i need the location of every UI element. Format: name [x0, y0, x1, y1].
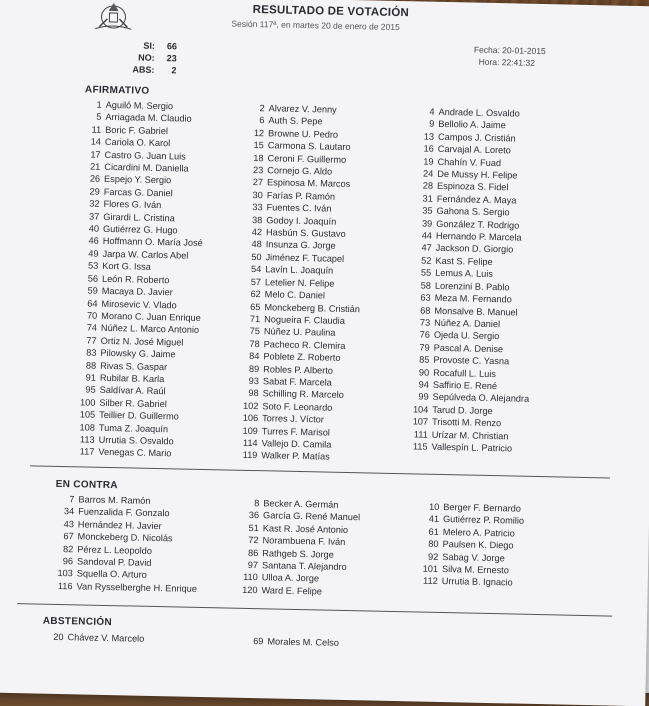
voter-name: Jiménez F. Tucapel — [265, 252, 345, 264]
voter-name: Gutiérrez G. Hugo — [102, 223, 178, 236]
voter-number: 29 — [89, 186, 100, 197]
voter-number: 1 — [96, 99, 102, 110]
voter-name: Vallespín L. Patricio — [431, 441, 513, 454]
voter-number: 54 — [250, 264, 262, 275]
voter-name: Espejo Y. Sergio — [104, 174, 172, 186]
voter-name: Urrutia B. Ignacio — [441, 576, 513, 588]
voter-name: Turres F. Marisol — [261, 425, 331, 438]
voter-name: Auth S. Pepe — [268, 115, 323, 127]
voter-name: Cornejo G. Aldo — [267, 165, 333, 177]
voter-name: Jackson D. Giorgio — [435, 243, 514, 255]
voter-number: 119 — [242, 450, 258, 461]
voter-number: 51 — [248, 522, 259, 533]
voter-name: Jarpa W. Carlos Abel — [102, 248, 189, 261]
voter-number: 62 — [250, 289, 261, 300]
voter-name: Urrutia S. Osvaldo — [98, 434, 174, 447]
voter-name: Walker P. Matías — [261, 450, 330, 463]
voter-name: Rocafull L. Luis — [433, 367, 497, 379]
voter-number: 110 — [243, 572, 258, 583]
voter-number: 47 — [421, 242, 432, 254]
voter-number: 46 — [88, 236, 99, 247]
voter-name: Melo C. Daniel — [264, 289, 326, 301]
voter-name: Soto F. Leonardo — [262, 400, 333, 413]
voter-name: Trisotti M. Renzo — [431, 416, 502, 429]
voter-number: 77 — [86, 335, 97, 346]
voter-entry — [241, 635, 339, 649]
voter-number: 114 — [242, 437, 258, 449]
chamber-crest-icon — [91, 0, 136, 31]
voter-number: 113 — [79, 434, 95, 445]
voter-name: Silva M. Ernesto — [441, 564, 509, 576]
voter-number: 20 — [53, 631, 64, 643]
voter-name: Monsalve B. Manuel — [434, 305, 518, 318]
voter-number: 91 — [85, 372, 97, 383]
voter-number: 73 — [419, 317, 431, 328]
tally-abs — [128, 64, 176, 75]
voter-name: Van Rysselberghe H. Enrique — [76, 581, 198, 594]
session-subtitle: Sesión 117ª, en martes 20 de enero de 2015 — [231, 18, 400, 33]
section-heading-afirmativo: AFIRMATIVO — [84, 84, 150, 97]
voter-number: 43 — [63, 518, 74, 530]
voter-name: Ojeda U. Sergio — [433, 330, 500, 342]
voter-name: Norambuena F. Iván — [262, 535, 346, 548]
voter-name: Provoste C. Yasna — [433, 354, 510, 367]
voter-name: Espinoza S. Fidel — [436, 181, 509, 193]
voter-number: 18 — [253, 152, 264, 163]
voter-number: 37 — [88, 211, 100, 222]
afirmativo-column-2 — [235, 102, 364, 464]
voter-name: Urízar M. Christian — [431, 429, 509, 441]
voter-number: 2 — [259, 103, 265, 114]
voter-number: 31 — [422, 193, 433, 204]
voter-number: 75 — [249, 326, 261, 337]
voter-name: Berger F. Bernardo — [443, 502, 522, 514]
voter-name: Núñez L. Marco Antonio — [100, 323, 200, 336]
section-divider — [17, 603, 612, 616]
voter-name: Godoy I. Joaquín — [266, 214, 337, 227]
voter-name: Nogueira F. Claudia — [264, 314, 346, 326]
voter-number: 71 — [249, 313, 261, 325]
voter-number: 61 — [428, 526, 439, 537]
voter-number: 52 — [421, 255, 432, 266]
voter-number: 36 — [248, 510, 260, 521]
voter-number: 79 — [419, 342, 430, 353]
voter-name: Fuenzalida F. Gonzalo — [78, 506, 170, 519]
voter-number: 90 — [418, 367, 430, 378]
section-heading-en-contra: EN CONTRA — [55, 478, 118, 492]
en-contra-column-2 — [235, 497, 360, 599]
voter-name: Saffirio E. René — [432, 379, 498, 392]
abstencion-column-1 — [41, 631, 144, 646]
voter-name: Robles P. Alberto — [263, 363, 334, 376]
voter-name: Rubilar B. Karla — [99, 372, 165, 385]
tally-si-label: SI: — [143, 40, 156, 51]
voter-number: 100 — [79, 397, 96, 408]
voter-name: Teillier D. Guillermo — [99, 409, 179, 422]
voter-number: 68 — [420, 304, 431, 316]
vote-date: Fecha: 20-01-2015 — [473, 44, 546, 57]
voter-entry — [405, 440, 528, 455]
voter-name: Torres J. Víctor — [262, 413, 325, 425]
voter-number: 105 — [79, 409, 96, 420]
abstencion-column-2 — [241, 635, 339, 649]
voter-name: Pascal A. Denise — [433, 342, 504, 354]
voter-entry — [235, 584, 358, 599]
voter-number: 12 — [253, 127, 265, 139]
voter-number: 9 — [429, 119, 435, 130]
voter-number: 27 — [252, 177, 264, 188]
voter-number: 5 — [96, 112, 102, 123]
voter-name: Rivas S. Gaspar — [100, 360, 168, 372]
voter-number: 101 — [422, 563, 439, 574]
voter-number: 41 — [428, 514, 440, 525]
voter-name: Ward E. Felipe — [261, 585, 323, 597]
voter-name: Macaya D. Javier — [101, 285, 173, 298]
voter-name: Cicardini M. Daniella — [104, 161, 189, 174]
en-contra-column-1 — [50, 493, 198, 595]
voter-number: 8 — [254, 498, 260, 509]
voter-name: Silber R. Gabriel — [99, 397, 167, 409]
tally-si — [129, 40, 177, 51]
voter-name: Boric F. Gabriel — [105, 124, 169, 136]
voter-number: 7 — [69, 494, 75, 505]
voter-number: 42 — [251, 227, 263, 238]
voter-name: Squella O. Arturo — [76, 568, 147, 581]
voter-number: 99 — [418, 391, 429, 403]
voter-name: Chávez V. Marcelo — [67, 632, 145, 644]
voter-name: Fernández A. Maya — [436, 193, 517, 206]
voter-name: Aguiló M. Sergio — [105, 99, 174, 112]
voter-number: 80 — [428, 538, 439, 550]
voter-name: García G. René Manuel — [262, 510, 361, 523]
voter-name: Espinosa M. Marcos — [266, 177, 351, 190]
voter-number: 76 — [419, 329, 431, 341]
voter-name: Schilling R. Marcelo — [262, 388, 344, 401]
voter-number: 108 — [79, 421, 96, 433]
voter-name: Pacheco R. Clemira — [263, 338, 346, 351]
voter-number: 48 — [251, 239, 262, 250]
voter-number: 115 — [412, 441, 428, 452]
voter-number: 64 — [87, 298, 98, 309]
voter-number: 97 — [247, 559, 259, 571]
voter-name: Carvajal A. Loreto — [437, 144, 511, 156]
voter-name: Mirosevic V. Vlado — [101, 298, 177, 310]
voter-number: 116 — [57, 580, 73, 592]
tally-si-value: 66 — [166, 41, 178, 52]
voter-name: Kort G. Issa — [102, 261, 151, 273]
voter-name: Tuma Z. Joaquín — [98, 422, 169, 434]
voter-number: 38 — [251, 214, 263, 225]
voter-name: Meza M. Fernando — [434, 292, 512, 305]
voter-number: 53 — [87, 260, 99, 272]
voter-name: Barros M. Ramón — [78, 494, 151, 506]
voter-number: 106 — [242, 412, 259, 424]
voter-number: 63 — [420, 292, 431, 303]
voter-name: Paulsen K. Diego — [442, 539, 514, 551]
voter-number: 17 — [90, 149, 101, 160]
voter-name: Gutiérrez P. Romilio — [442, 514, 525, 527]
voter-name: Sabag V. Jorge — [442, 551, 505, 563]
voter-name: Sandoval P. David — [76, 556, 152, 568]
voter-number: 72 — [248, 535, 259, 546]
afirmativo-column-3 — [405, 105, 535, 455]
voter-name: Tarud D. Jorge — [432, 404, 493, 416]
voter-number: 86 — [247, 547, 259, 558]
voter-name: González T. Rodrigo — [436, 218, 520, 231]
voter-name: Cariola O. Karol — [104, 137, 171, 149]
voter-number: 85 — [419, 354, 430, 365]
voter-name: Ortiz N. José Miguel — [100, 335, 184, 348]
voter-number: 93 — [248, 375, 260, 387]
voter-number: 92 — [427, 551, 439, 562]
voter-name: Letelier N. Felipe — [264, 276, 335, 289]
voter-name: Lorenzini B. Pablo — [434, 280, 510, 293]
voter-name: Venegas C. Mario — [98, 447, 172, 459]
voter-name: Sepúlveda O. Alejandra — [432, 392, 530, 405]
voter-name: Monckeberg D. Nicolás — [77, 531, 173, 544]
voter-name: Arriagada M. Claudio — [105, 112, 192, 125]
voter-number: 57 — [250, 276, 262, 287]
voter-name: Saldívar A. Raúl — [99, 385, 166, 397]
vote-time: Hora: 22:41:32 — [478, 56, 535, 68]
voter-name: Andrade L. Osvaldo — [438, 106, 520, 119]
document-title: RESULTADO DE VOTACIÓN — [252, 3, 410, 20]
voter-number: 10 — [428, 501, 440, 512]
voter-name: Castro G. Juan Luis — [104, 149, 186, 162]
tally-no — [129, 52, 177, 63]
voter-number: 94 — [418, 379, 429, 390]
voter-name: Lavín L. Joaquín — [265, 264, 334, 276]
voter-number: 120 — [242, 584, 258, 595]
voter-number: 74 — [86, 322, 98, 334]
voter-number: 59 — [87, 285, 98, 296]
voter-number: 96 — [62, 556, 74, 567]
voter-name: Gahona S. Sergio — [436, 206, 510, 218]
voter-name: Vallejo D. Camila — [261, 438, 332, 450]
voter-number: 67 — [63, 531, 74, 542]
voter-name: Pilowsky G. Jaime — [100, 347, 176, 360]
voter-name: Flores G. Iván — [103, 199, 162, 211]
section-divider — [30, 465, 610, 478]
voter-name: Fuentes C. Iván — [266, 202, 332, 214]
voter-number: 15 — [253, 140, 264, 151]
voter-name: Farías P. Ramón — [266, 190, 336, 202]
voter-name: Hasbún S. Gustavo — [265, 227, 346, 239]
voter-number: 24 — [422, 168, 434, 179]
voter-number: 11 — [91, 124, 102, 135]
voter-number: 39 — [421, 218, 433, 229]
voter-number: 58 — [420, 280, 432, 291]
afirmativo-column-1 — [72, 98, 205, 460]
voter-entry — [50, 580, 197, 595]
voter-number: 112 — [423, 576, 438, 587]
voter-name: Insunza G. Jorge — [265, 239, 336, 252]
voter-name: Hernando P. Marcela — [435, 230, 522, 243]
voter-name: Bellolio A. Jaime — [438, 119, 506, 131]
voter-number: 4 — [429, 106, 435, 117]
voter-entry — [72, 446, 198, 461]
voter-name: Monckeberg B. Cristián — [264, 301, 361, 314]
voter-number: 40 — [88, 223, 100, 234]
voter-number: 35 — [422, 205, 433, 216]
voter-number: 69 — [253, 636, 264, 647]
voter-number: 50 — [251, 251, 262, 263]
voter-name: Hernández H. Javier — [77, 519, 162, 531]
voter-number: 84 — [249, 351, 260, 362]
voter-number: 107 — [412, 416, 429, 427]
voter-name: Browne U. Pedro — [268, 128, 339, 140]
voter-number: 16 — [423, 143, 434, 154]
voter-number: 44 — [421, 230, 433, 241]
voter-number: 30 — [252, 189, 263, 201]
voter-name: Rathgeb S. Jorge — [262, 547, 334, 560]
voter-name: Chahín V. Fuad — [437, 156, 502, 168]
voter-entry — [235, 449, 357, 464]
voter-number: 26 — [89, 173, 101, 185]
voter-number: 70 — [86, 310, 98, 321]
section-heading-abstencion: ABSTENCIÓN — [42, 615, 113, 629]
voter-name: Kast R. José Antonio — [262, 523, 349, 535]
voter-number: 103 — [57, 568, 73, 579]
voter-name: Pérez L. Leopoldo — [77, 543, 153, 556]
voter-name: Santana T. Alejandro — [261, 560, 347, 573]
voter-name: Campos J. Cristián — [437, 131, 516, 144]
voter-name: De Mussy H. Felipe — [437, 168, 518, 181]
voter-number: 21 — [90, 161, 101, 172]
voter-name: Ulloa A. Jorge — [261, 572, 320, 584]
voter-name: León R. Roberto — [101, 273, 170, 285]
voter-name: Lemus A. Luis — [435, 268, 494, 280]
voter-number: 55 — [420, 267, 432, 279]
voter-number: 6 — [259, 115, 265, 126]
voter-entry — [416, 575, 523, 590]
voter-name: Ceroni F. Guillermo — [267, 152, 347, 165]
voter-name: Sabat F. Marcela — [262, 376, 332, 388]
voter-number: 95 — [85, 384, 96, 396]
voter-number: 34 — [63, 506, 75, 517]
tally-abs-value: 2 — [171, 65, 177, 76]
tally-no-value: 23 — [166, 53, 177, 64]
voter-number: 111 — [413, 428, 428, 440]
voter-number: 88 — [85, 360, 97, 371]
voter-name: Girardi L. Cristina — [103, 211, 175, 223]
voter-name: Melero A. Patricio — [442, 526, 515, 539]
en-contra-column-3 — [416, 500, 525, 589]
voter-number: 33 — [252, 202, 263, 213]
voter-name: Núñez U. Paulina — [263, 326, 336, 339]
voter-entry — [41, 631, 144, 646]
voter-number: 19 — [423, 156, 434, 167]
voter-number: 78 — [249, 338, 260, 349]
voter-number: 109 — [242, 425, 258, 436]
voter-number: 28 — [422, 180, 434, 192]
voter-number: 82 — [63, 543, 74, 554]
voter-number: 56 — [87, 273, 99, 284]
tally-no-label: NO: — [138, 52, 155, 63]
voter-number: 49 — [88, 248, 99, 259]
voter-name: Hoffmann O. María José — [102, 236, 203, 249]
voter-number: 32 — [89, 198, 100, 210]
voter-name: Núñez A. Daniel — [434, 317, 501, 330]
voter-name: Carmona S. Lautaro — [267, 140, 351, 153]
voter-name: Alvarez V. Jenny — [268, 103, 337, 115]
voter-number: 89 — [248, 363, 260, 374]
voter-number: 23 — [252, 165, 264, 176]
voter-name: Poblete Z. Roberto — [263, 351, 341, 363]
voter-number: 13 — [423, 131, 435, 142]
voter-name: Kast S. Felipe — [435, 255, 493, 267]
voter-number: 98 — [248, 388, 259, 399]
voter-number: 65 — [250, 301, 261, 312]
voter-number: 83 — [86, 347, 97, 358]
tally-abs-label: ABS: — [132, 64, 155, 75]
voter-number: 117 — [79, 446, 95, 458]
voter-number: 14 — [90, 136, 101, 147]
voter-name: Morano C. Juan Enrique — [101, 310, 201, 323]
voter-number: 104 — [412, 404, 429, 415]
voter-name: Becker A. Germán — [263, 498, 339, 510]
voter-number: 102 — [242, 400, 259, 411]
voter-name: Morales M. Celso — [267, 636, 340, 648]
voter-name: Farcas G. Daniel — [103, 186, 173, 199]
